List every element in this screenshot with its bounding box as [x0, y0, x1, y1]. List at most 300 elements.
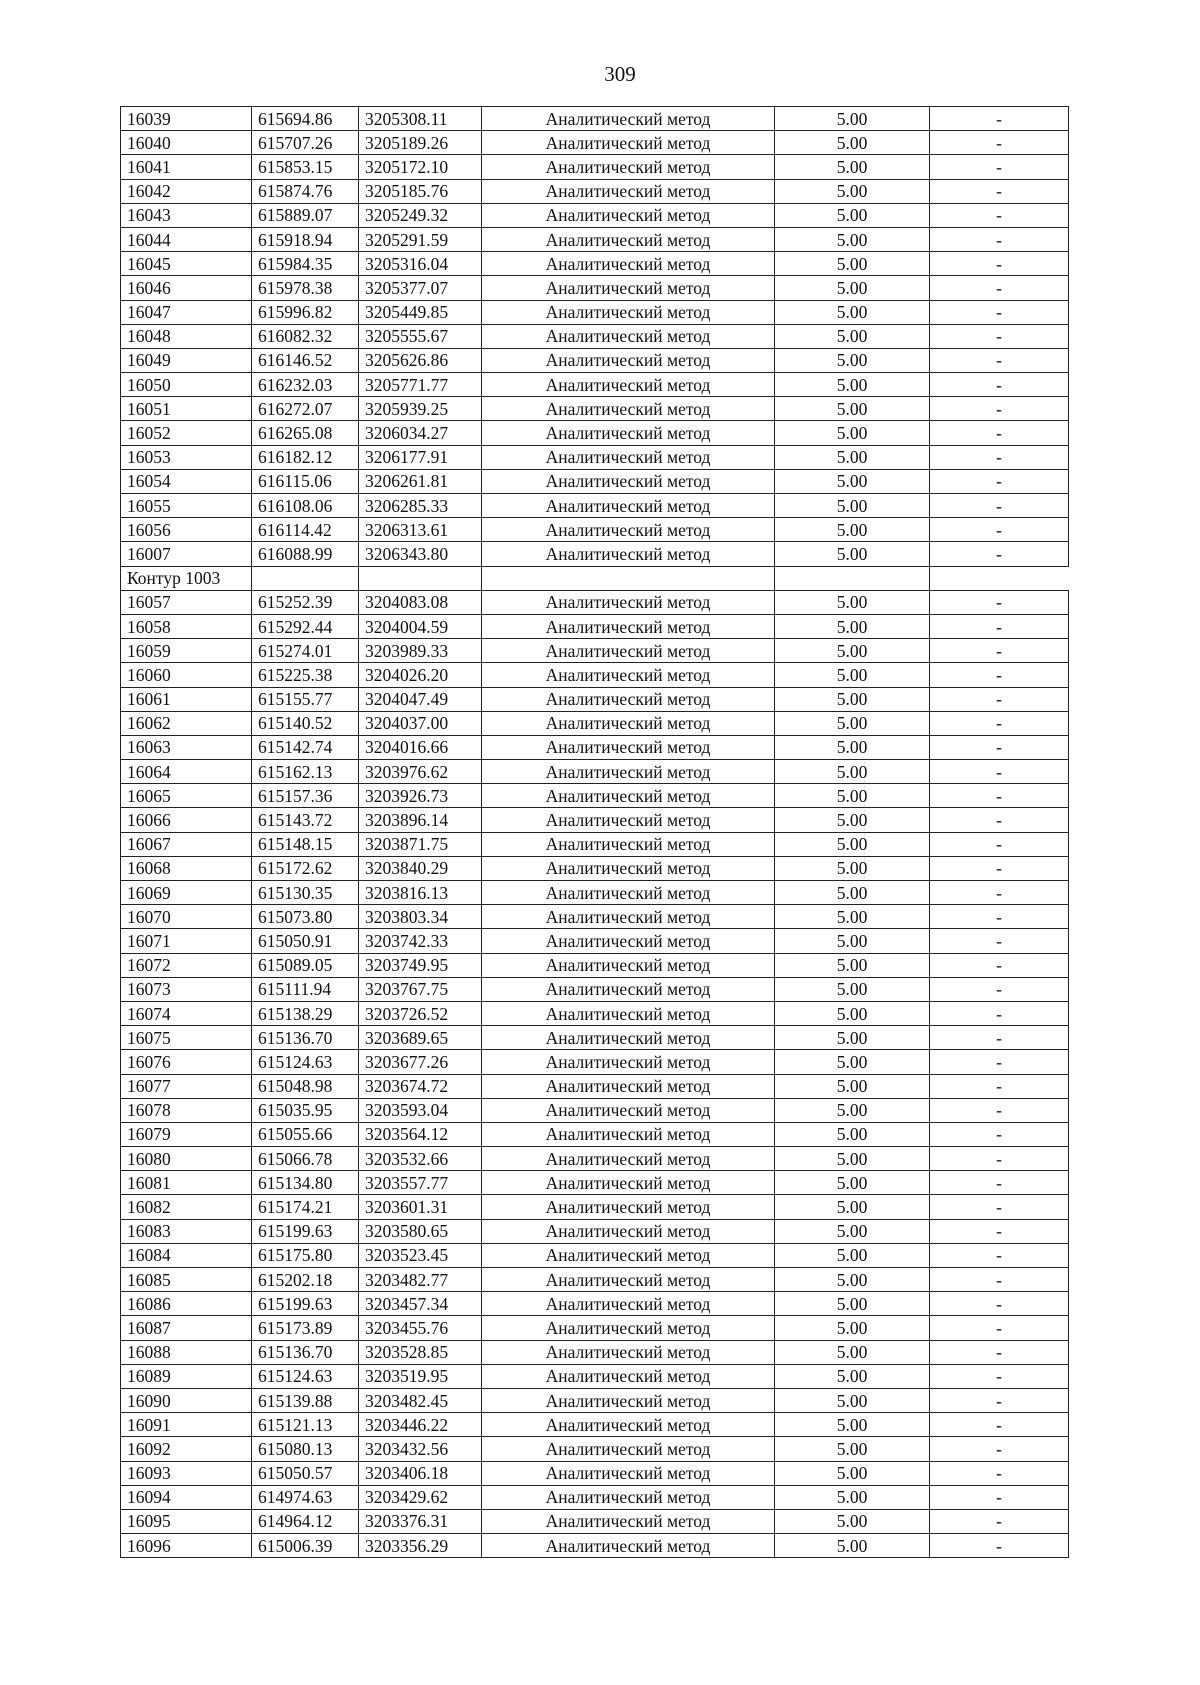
table-row — [121, 179, 1069, 203]
point-number-cell: 16057 — [121, 590, 252, 614]
note-cell: - — [930, 1171, 1069, 1195]
method-cell: Аналитический метод — [482, 1388, 775, 1412]
y-coordinate-cell: 3203356.29 — [359, 1534, 482, 1558]
x-coordinate-cell: 615225.38 — [252, 663, 359, 687]
x-coordinate-cell: 615157.36 — [252, 784, 359, 808]
precision-cell: 5.00 — [775, 1292, 930, 1316]
point-number-cell: 16075 — [121, 1026, 252, 1050]
table-row — [121, 663, 1069, 687]
method-cell: Аналитический метод — [482, 155, 775, 179]
y-coordinate-cell: 3203432.56 — [359, 1437, 482, 1461]
precision-cell: 5.00 — [775, 760, 930, 784]
x-coordinate-cell: 615996.82 — [252, 300, 359, 324]
note-cell: - — [930, 494, 1069, 518]
y-coordinate-cell: 3206313.61 — [359, 518, 482, 542]
note-cell: - — [930, 929, 1069, 953]
note-cell: - — [930, 469, 1069, 493]
table-row — [121, 1364, 1069, 1388]
x-coordinate-cell: 615874.76 — [252, 179, 359, 203]
point-number-cell: 16074 — [121, 1001, 252, 1025]
precision-cell: 5.00 — [775, 131, 930, 155]
method-cell: Аналитический метод — [482, 905, 775, 929]
table-row — [121, 1461, 1069, 1485]
y-coordinate-cell: 3206261.81 — [359, 469, 482, 493]
precision-cell: 5.00 — [775, 1388, 930, 1412]
precision-cell: 5.00 — [775, 1509, 930, 1533]
point-number-cell: 16082 — [121, 1195, 252, 1219]
point-number-cell: 16063 — [121, 735, 252, 759]
point-number-cell: 16084 — [121, 1243, 252, 1267]
precision-cell: 5.00 — [775, 1461, 930, 1485]
x-coordinate-cell: 615707.26 — [252, 131, 359, 155]
note-cell: - — [930, 1243, 1069, 1267]
note-cell: - — [930, 735, 1069, 759]
note-cell: - — [930, 1147, 1069, 1171]
method-cell: Аналитический метод — [482, 856, 775, 880]
x-coordinate-cell: 615172.62 — [252, 856, 359, 880]
y-coordinate-cell: 3205189.26 — [359, 131, 482, 155]
y-coordinate-cell: 3203742.33 — [359, 929, 482, 953]
y-coordinate-cell: 3203601.31 — [359, 1195, 482, 1219]
y-coordinate-cell: 3203816.13 — [359, 881, 482, 905]
note-cell: - — [930, 300, 1069, 324]
y-coordinate-cell: 3203557.77 — [359, 1171, 482, 1195]
x-coordinate-cell: 616114.42 — [252, 518, 359, 542]
table-row — [121, 687, 1069, 711]
method-cell: Аналитический метод — [482, 518, 775, 542]
table-row — [121, 1292, 1069, 1316]
x-coordinate-cell: 615199.63 — [252, 1219, 359, 1243]
x-coordinate-cell: 615853.15 — [252, 155, 359, 179]
y-coordinate-cell: 3203523.45 — [359, 1243, 482, 1267]
point-number-cell: 16050 — [121, 373, 252, 397]
point-number-cell: 16047 — [121, 300, 252, 324]
note-cell: - — [930, 397, 1069, 421]
table-row — [121, 469, 1069, 493]
table-row — [121, 1316, 1069, 1340]
table-row — [121, 203, 1069, 227]
table-row — [121, 300, 1069, 324]
y-coordinate-cell: 3205771.77 — [359, 373, 482, 397]
x-coordinate-cell: 614974.63 — [252, 1485, 359, 1509]
method-cell: Аналитический метод — [482, 179, 775, 203]
y-coordinate-cell: 3203532.66 — [359, 1147, 482, 1171]
note-cell: - — [930, 155, 1069, 179]
y-coordinate-cell: 3205185.76 — [359, 179, 482, 203]
note-cell: - — [930, 107, 1069, 131]
precision-cell: 5.00 — [775, 590, 930, 614]
method-cell: Аналитический метод — [482, 832, 775, 856]
method-cell: Аналитический метод — [482, 687, 775, 711]
x-coordinate-cell: 614964.12 — [252, 1509, 359, 1533]
y-coordinate-cell: 3203406.18 — [359, 1461, 482, 1485]
y-coordinate-cell: 3203677.26 — [359, 1050, 482, 1074]
point-number-cell: 16039 — [121, 107, 252, 131]
point-number-cell: 16049 — [121, 348, 252, 372]
point-number-cell: 16088 — [121, 1340, 252, 1364]
precision-cell: 5.00 — [775, 735, 930, 759]
x-coordinate-cell: 616265.08 — [252, 421, 359, 445]
table-row — [121, 1026, 1069, 1050]
method-cell: Аналитический метод — [482, 1316, 775, 1340]
precision-cell: 5.00 — [775, 1219, 930, 1243]
note-cell: - — [930, 1437, 1069, 1461]
note-cell: - — [930, 1316, 1069, 1340]
precision-cell: 5.00 — [775, 856, 930, 880]
page-number: 309 — [604, 62, 636, 86]
x-coordinate-cell: 615292.44 — [252, 614, 359, 638]
table-row — [121, 977, 1069, 1001]
table-row — [121, 1268, 1069, 1292]
y-coordinate-cell: 3203482.77 — [359, 1268, 482, 1292]
y-coordinate-cell: 3204016.66 — [359, 735, 482, 759]
precision-cell: 5.00 — [775, 1316, 930, 1340]
point-number-cell: 16041 — [121, 155, 252, 179]
method-cell: Аналитический метод — [482, 1437, 775, 1461]
method-cell: Аналитический метод — [482, 1268, 775, 1292]
table-row — [121, 1534, 1069, 1558]
precision-cell: 5.00 — [775, 1147, 930, 1171]
table-row — [121, 735, 1069, 759]
table-row — [121, 1243, 1069, 1267]
contour-label: Контур 1003 — [121, 566, 252, 590]
point-number-cell: 16091 — [121, 1413, 252, 1437]
method-cell: Аналитический метод — [482, 1001, 775, 1025]
x-coordinate-cell: 615978.38 — [252, 276, 359, 300]
x-coordinate-cell: 615111.94 — [252, 977, 359, 1001]
table-row — [121, 421, 1069, 445]
x-coordinate-cell: 616182.12 — [252, 445, 359, 469]
point-number-cell: 16055 — [121, 494, 252, 518]
x-coordinate-cell: 615918.94 — [252, 227, 359, 251]
table-row — [121, 1340, 1069, 1364]
note-cell: - — [930, 1219, 1069, 1243]
precision-cell: 5.00 — [775, 832, 930, 856]
x-coordinate-cell: 616108.06 — [252, 494, 359, 518]
table-row — [121, 373, 1069, 397]
y-coordinate-cell: 3203457.34 — [359, 1292, 482, 1316]
y-coordinate-cell: 3203689.65 — [359, 1026, 482, 1050]
method-cell: Аналитический метод — [482, 1050, 775, 1074]
method-cell: Аналитический метод — [482, 1147, 775, 1171]
y-coordinate-cell: 3205249.32 — [359, 203, 482, 227]
note-cell: - — [930, 977, 1069, 1001]
point-number-cell: 16073 — [121, 977, 252, 1001]
table-row — [121, 397, 1069, 421]
method-cell: Аналитический метод — [482, 542, 775, 566]
method-cell: Аналитический метод — [482, 1292, 775, 1316]
precision-cell: 5.00 — [775, 1050, 930, 1074]
point-number-cell: 16068 — [121, 856, 252, 880]
note-cell: - — [930, 203, 1069, 227]
y-coordinate-cell: 3203674.72 — [359, 1074, 482, 1098]
x-coordinate-cell: 615136.70 — [252, 1026, 359, 1050]
x-coordinate-cell: 615202.18 — [252, 1268, 359, 1292]
y-coordinate-cell: 3203580.65 — [359, 1219, 482, 1243]
method-cell: Аналитический метод — [482, 1243, 775, 1267]
point-number-cell: 16051 — [121, 397, 252, 421]
method-cell: Аналитический метод — [482, 953, 775, 977]
table-row — [121, 1098, 1069, 1122]
method-cell: Аналитический метод — [482, 1171, 775, 1195]
method-cell: Аналитический метод — [482, 1461, 775, 1485]
point-number-cell: 16086 — [121, 1292, 252, 1316]
point-number-cell: 16056 — [121, 518, 252, 542]
x-coordinate-cell: 615143.72 — [252, 808, 359, 832]
table-row — [121, 131, 1069, 155]
precision-cell: 5.00 — [775, 639, 930, 663]
x-coordinate-cell: 615162.13 — [252, 760, 359, 784]
point-number-cell: 16070 — [121, 905, 252, 929]
note-cell: - — [930, 856, 1069, 880]
y-coordinate-cell: 3206034.27 — [359, 421, 482, 445]
method-cell: Аналитический метод — [482, 663, 775, 687]
precision-cell: 5.00 — [775, 1001, 930, 1025]
y-coordinate-cell: 3205626.86 — [359, 348, 482, 372]
table-row — [121, 905, 1069, 929]
table-row — [121, 348, 1069, 372]
precision-cell: 5.00 — [775, 953, 930, 977]
precision-cell: 5.00 — [775, 179, 930, 203]
point-number-cell: 16071 — [121, 929, 252, 953]
coordinates-table-body — [121, 107, 1069, 1558]
point-number-cell: 16060 — [121, 663, 252, 687]
method-cell: Аналитический метод — [482, 348, 775, 372]
precision-cell: 5.00 — [775, 1268, 930, 1292]
table-row — [121, 1219, 1069, 1243]
note-cell: - — [930, 518, 1069, 542]
x-coordinate-cell: 615080.13 — [252, 1437, 359, 1461]
precision-cell: 5.00 — [775, 1534, 930, 1558]
point-number-cell: 16045 — [121, 252, 252, 276]
precision-cell: 5.00 — [775, 1485, 930, 1509]
precision-cell: 5.00 — [775, 1195, 930, 1219]
note-cell: - — [930, 1364, 1069, 1388]
note-cell: - — [930, 542, 1069, 566]
method-cell: Аналитический метод — [482, 1074, 775, 1098]
x-coordinate-cell: 615138.29 — [252, 1001, 359, 1025]
precision-cell: 5.00 — [775, 469, 930, 493]
point-number-cell: 16087 — [121, 1316, 252, 1340]
precision-cell: 5.00 — [775, 227, 930, 251]
table-row — [121, 1171, 1069, 1195]
method-cell: Аналитический метод — [482, 1340, 775, 1364]
y-coordinate-cell: 3203976.62 — [359, 760, 482, 784]
method-cell: Аналитический метод — [482, 469, 775, 493]
y-coordinate-cell: 3203989.33 — [359, 639, 482, 663]
note-cell: - — [930, 784, 1069, 808]
method-cell: Аналитический метод — [482, 711, 775, 735]
precision-cell: 5.00 — [775, 324, 930, 348]
x-coordinate-cell: 615173.89 — [252, 1316, 359, 1340]
y-coordinate-cell: 3203482.45 — [359, 1388, 482, 1412]
y-coordinate-cell: 3203593.04 — [359, 1098, 482, 1122]
precision-cell: 5.00 — [775, 155, 930, 179]
coordinates-table — [120, 106, 1069, 1558]
method-cell: Аналитический метод — [482, 881, 775, 905]
x-coordinate-cell: 615148.15 — [252, 832, 359, 856]
table-row — [121, 856, 1069, 880]
precision-cell: 5.00 — [775, 1364, 930, 1388]
point-number-cell: 16007 — [121, 542, 252, 566]
note-cell: - — [930, 373, 1069, 397]
method-cell: Аналитический метод — [482, 107, 775, 131]
x-coordinate-cell: 615066.78 — [252, 1147, 359, 1171]
note-cell: - — [930, 1413, 1069, 1437]
empty-cell — [482, 566, 775, 590]
precision-cell: 5.00 — [775, 107, 930, 131]
point-number-cell: 16062 — [121, 711, 252, 735]
table-row — [121, 1001, 1069, 1025]
x-coordinate-cell: 615155.77 — [252, 687, 359, 711]
precision-cell: 5.00 — [775, 1171, 930, 1195]
table-row — [121, 494, 1069, 518]
table-row — [121, 227, 1069, 251]
point-number-cell: 16077 — [121, 1074, 252, 1098]
table-row — [121, 542, 1069, 566]
note-cell: - — [930, 711, 1069, 735]
table-row — [121, 1147, 1069, 1171]
point-number-cell: 16040 — [121, 131, 252, 155]
point-number-cell: 16094 — [121, 1485, 252, 1509]
table-row — [121, 1388, 1069, 1412]
y-coordinate-cell: 3205939.25 — [359, 397, 482, 421]
y-coordinate-cell: 3204026.20 — [359, 663, 482, 687]
x-coordinate-cell: 616146.52 — [252, 348, 359, 372]
note-cell: - — [930, 905, 1069, 929]
y-coordinate-cell: 3206343.80 — [359, 542, 482, 566]
point-number-cell: 16059 — [121, 639, 252, 663]
y-coordinate-cell: 3205291.59 — [359, 227, 482, 251]
note-cell: - — [930, 832, 1069, 856]
precision-cell: 5.00 — [775, 373, 930, 397]
point-number-cell: 16052 — [121, 421, 252, 445]
y-coordinate-cell: 3205555.67 — [359, 324, 482, 348]
point-number-cell: 16079 — [121, 1122, 252, 1146]
method-cell: Аналитический метод — [482, 760, 775, 784]
precision-cell: 5.00 — [775, 252, 930, 276]
precision-cell: 5.00 — [775, 494, 930, 518]
table-row — [121, 276, 1069, 300]
table-row — [121, 1509, 1069, 1533]
y-coordinate-cell: 3206177.91 — [359, 445, 482, 469]
method-cell: Аналитический метод — [482, 929, 775, 953]
x-coordinate-cell: 615050.91 — [252, 929, 359, 953]
y-coordinate-cell: 3203455.76 — [359, 1316, 482, 1340]
y-coordinate-cell: 3203429.62 — [359, 1485, 482, 1509]
point-number-cell: 16054 — [121, 469, 252, 493]
table-row — [121, 929, 1069, 953]
x-coordinate-cell: 616088.99 — [252, 542, 359, 566]
note-cell: - — [930, 881, 1069, 905]
x-coordinate-cell: 615089.05 — [252, 953, 359, 977]
method-cell: Аналитический метод — [482, 252, 775, 276]
y-coordinate-cell: 3203896.14 — [359, 808, 482, 832]
method-cell: Аналитический метод — [482, 784, 775, 808]
y-coordinate-cell: 3203726.52 — [359, 1001, 482, 1025]
table-row — [121, 155, 1069, 179]
precision-cell: 5.00 — [775, 1413, 930, 1437]
x-coordinate-cell: 615175.80 — [252, 1243, 359, 1267]
table-row — [121, 832, 1069, 856]
precision-cell: 5.00 — [775, 1122, 930, 1146]
precision-cell: 5.00 — [775, 348, 930, 372]
y-coordinate-cell: 3203840.29 — [359, 856, 482, 880]
method-cell: Аналитический метод — [482, 203, 775, 227]
y-coordinate-cell: 3203528.85 — [359, 1340, 482, 1364]
method-cell: Аналитический метод — [482, 300, 775, 324]
x-coordinate-cell: 615073.80 — [252, 905, 359, 929]
table-row — [121, 784, 1069, 808]
point-number-cell: 16080 — [121, 1147, 252, 1171]
method-cell: Аналитический метод — [482, 1098, 775, 1122]
point-number-cell: 16058 — [121, 614, 252, 638]
precision-cell: 5.00 — [775, 905, 930, 929]
x-coordinate-cell: 615035.95 — [252, 1098, 359, 1122]
x-coordinate-cell: 615274.01 — [252, 639, 359, 663]
precision-cell: 5.00 — [775, 881, 930, 905]
point-number-cell: 16048 — [121, 324, 252, 348]
note-cell: - — [930, 1026, 1069, 1050]
note-cell: - — [930, 227, 1069, 251]
y-coordinate-cell: 3203803.34 — [359, 905, 482, 929]
precision-cell: 5.00 — [775, 1340, 930, 1364]
note-cell: - — [930, 1195, 1069, 1219]
table-row — [121, 1122, 1069, 1146]
note-cell: - — [930, 1074, 1069, 1098]
note-cell: - — [930, 421, 1069, 445]
note-cell: - — [930, 1461, 1069, 1485]
method-cell: Аналитический метод — [482, 1364, 775, 1388]
method-cell: Аналитический метод — [482, 1413, 775, 1437]
point-number-cell: 16069 — [121, 881, 252, 905]
y-coordinate-cell: 3205308.11 — [359, 107, 482, 131]
x-coordinate-cell: 615048.98 — [252, 1074, 359, 1098]
note-cell: - — [930, 808, 1069, 832]
note-cell: - — [930, 1292, 1069, 1316]
y-coordinate-cell: 3205377.07 — [359, 276, 482, 300]
point-number-cell: 16053 — [121, 445, 252, 469]
precision-cell: 5.00 — [775, 687, 930, 711]
note-cell: - — [930, 324, 1069, 348]
method-cell: Аналитический метод — [482, 276, 775, 300]
note-cell: - — [930, 953, 1069, 977]
point-number-cell: 16065 — [121, 784, 252, 808]
x-coordinate-cell: 616115.06 — [252, 469, 359, 493]
point-number-cell: 16061 — [121, 687, 252, 711]
precision-cell: 5.00 — [775, 663, 930, 687]
empty-cell — [775, 566, 930, 590]
x-coordinate-cell: 615199.63 — [252, 1292, 359, 1316]
point-number-cell: 16092 — [121, 1437, 252, 1461]
y-coordinate-cell: 3204004.59 — [359, 614, 482, 638]
table-row — [121, 639, 1069, 663]
precision-cell: 5.00 — [775, 1026, 930, 1050]
precision-cell: 5.00 — [775, 397, 930, 421]
note-cell: - — [930, 687, 1069, 711]
method-cell: Аналитический метод — [482, 977, 775, 1001]
point-number-cell: 16081 — [121, 1171, 252, 1195]
x-coordinate-cell: 615006.39 — [252, 1534, 359, 1558]
x-coordinate-cell: 615174.21 — [252, 1195, 359, 1219]
y-coordinate-cell: 3203749.95 — [359, 953, 482, 977]
note-cell: - — [930, 1534, 1069, 1558]
empty-cell — [930, 566, 1069, 590]
note-cell: - — [930, 348, 1069, 372]
note-cell: - — [930, 1340, 1069, 1364]
note-cell: - — [930, 276, 1069, 300]
y-coordinate-cell: 3203376.31 — [359, 1509, 482, 1533]
